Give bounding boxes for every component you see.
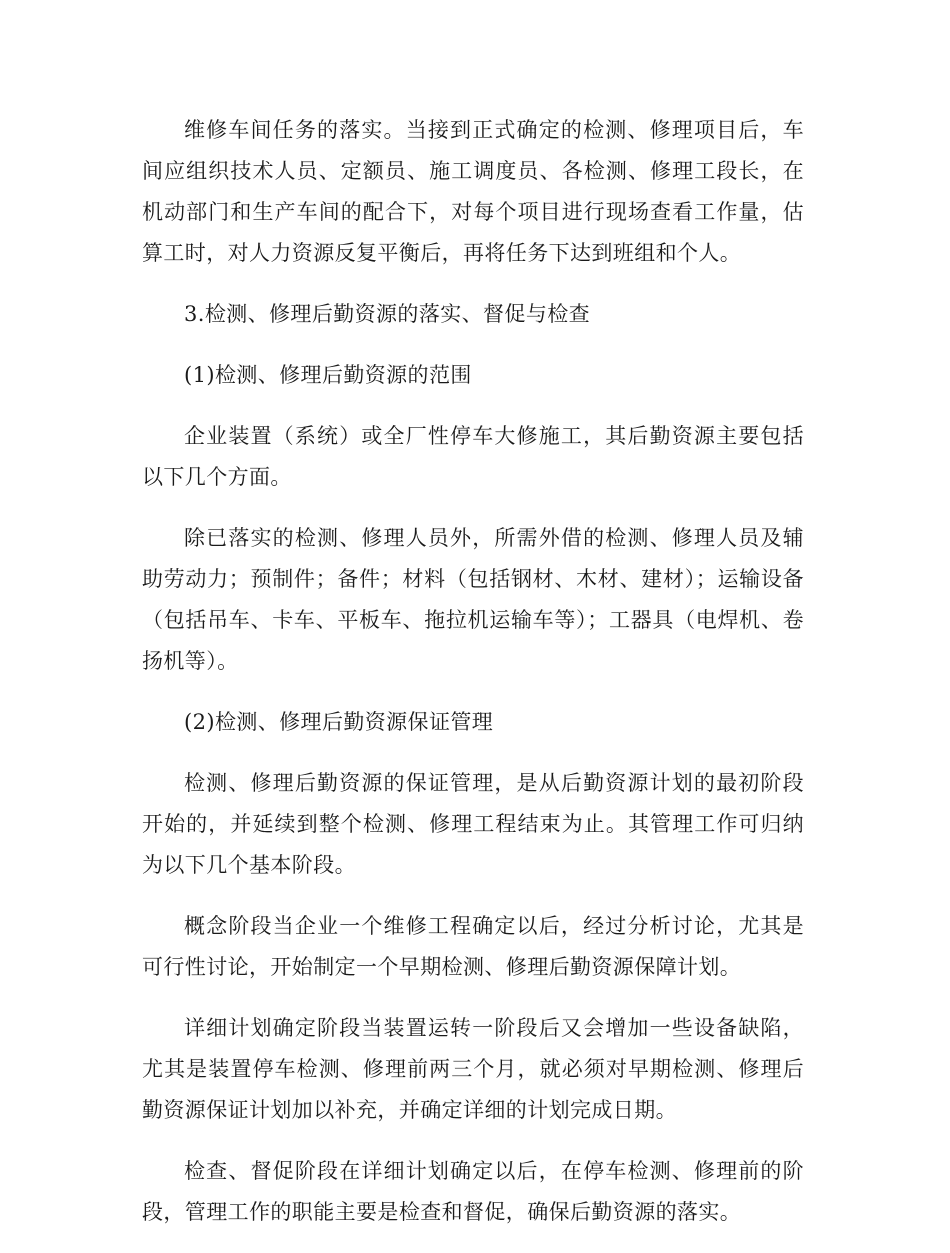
paragraph-detailed-plan-stage: 详细计划确定阶段当装置运转一阶段后又会增加一些设备缺陷，尤其是装置停车检测、修理前两三个月，就必须对早期检测、修理后勤资源保证计划加以补充，并确定详细的计划完成日期。	[142, 1016, 804, 1122]
document-page	[142, 110, 804, 1253]
paragraph-inspection-stage: 检查、督促阶段在详细计划确定以后，在停车检测、修理前的阶段，管理工作的职能主要是检查和督促，确保后勤资源的落实。	[142, 1159, 804, 1224]
paragraph-scope-intro: 企业装置（系统）或全厂性停车大修施工，其后勤资源主要包括以下几个方面。	[142, 424, 804, 489]
paragraph-concept-stage: 概念阶段当企业一个维修工程确定以后，经过分析讨论，尤其是可行性讨论，开始制定一个早期检测、修理后勤资源保障计划。	[142, 914, 804, 979]
section-heading-3: 3.检测、修理后勤资源的落实、督促与检查	[184, 302, 591, 326]
subsection-heading-2: (2)检测、修理后勤资源保证管理	[184, 710, 494, 734]
subsection-heading-1: (1)检测、修理后勤资源的范围	[184, 363, 472, 387]
paragraph-management-intro: 检测、修理后勤资源的保证管理，是从后勤资源计划的最初阶段开始的，并延续到整个检测、修理工程结束为止。其管理工作可归纳为以下几个基本阶段。	[142, 771, 804, 877]
paragraph-workshop-tasks: 维修车间任务的落实。当接到正式确定的检测、修理项目后，车间应组织技术人员、定额员、施工调度员、各检测、修理工段长，在机动部门和生产车间的配合下，对每个项目进行现场查看工作量，估算工时，对人力资源反复平衡后，再将任务下达到班组和个人。	[142, 118, 804, 265]
paragraph-resource-list: 除已落实的检测、修理人员外，所需外借的检测、修理人员及辅助劳动力；预制件；备件；材料（包括钢材、木材、建材）；运输设备（包括吊车、卡车、平板车、拖拉机运输车等）；工器具（电焊机、卷扬机等）。	[142, 526, 804, 673]
